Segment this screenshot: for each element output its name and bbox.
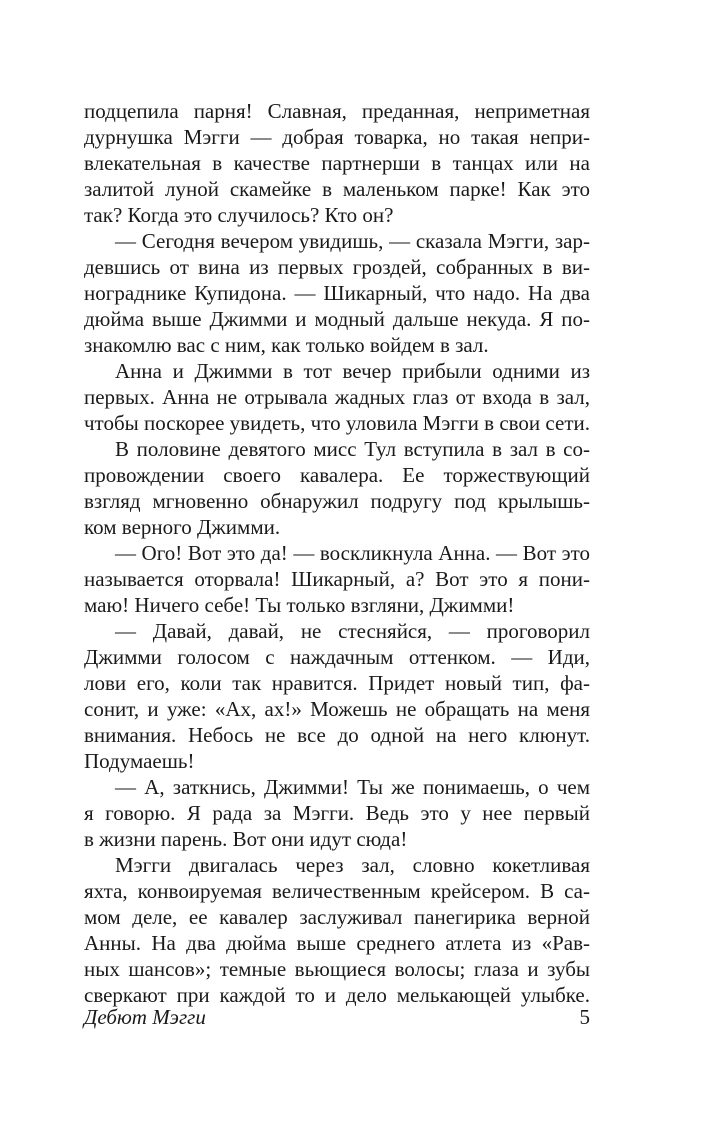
text-line: нограднике Купидона. — Шикарный, что надо. На два xyxy=(84,281,590,305)
text-line: подцепила парня! Славная, преданная, неприметная xyxy=(84,99,590,123)
text-line: ных шансов»; темные вьющиеся волосы; глаза и зубы xyxy=(84,957,590,981)
text-line: ком верного Джимми. xyxy=(84,515,281,539)
text-line: девшись от вина из первых гроздей, собранных в ви- xyxy=(84,255,590,279)
page-number: 5 xyxy=(579,1005,590,1029)
text-line: я говорю. Я рада за Мэгги. Ведь это у нее первый xyxy=(84,801,590,825)
text-line: провождении своего кавалера. Ее торжествующий xyxy=(84,463,590,487)
text-line: В половине девятого мисс Тул вступила в зал в со- xyxy=(115,437,590,461)
text-line: так? Когда это случилось? Кто он? xyxy=(84,203,394,227)
text-line: чтобы поскорее увидеть, что уловила Мэгги в свои сети. xyxy=(84,411,590,435)
text-line: яхта, конвоируемая величественным крейсером. В са- xyxy=(84,879,590,903)
text-line: мом деле, ее кавалер заслуживал панегирика верной xyxy=(84,905,590,929)
text-line: — А, заткнись, Джимми! Ты же понимаешь, о чем xyxy=(115,775,590,799)
text-line: залитой луной скамейке в маленьком парке! Как это xyxy=(84,177,590,201)
text-line: сверкают при каждой то и дело мелькающей улыбке. xyxy=(84,983,590,1007)
body-text xyxy=(84,98,590,1008)
text-line: взгляд мгновенно обнаружил подругу под крылышь- xyxy=(84,489,590,513)
text-line: знакомлю вас с ним, как только войдем в зал. xyxy=(84,333,489,357)
text-line: Анна и Джимми в тот вечер прибыли одними из xyxy=(115,359,590,383)
text-line: первых. Анна не отрывала жадных глаз от входа в зал, xyxy=(84,385,590,409)
text-line: Подумаешь! xyxy=(84,749,195,773)
text-line: дюйма выше Джимми и модный дальше некуда. Я по- xyxy=(84,307,590,331)
text-line: — Ого! Вот это да! — воскликнула Анна. — Вот это xyxy=(115,541,590,565)
text-line: Джимми голосом с наждачным оттенком. — Иди, xyxy=(84,645,590,669)
text-line: называется оторвала! Шикарный, а? Вот это я пони- xyxy=(84,567,590,591)
text-line: лови его, коли так нравится. Придет новый тип, фа- xyxy=(84,671,590,695)
text-line: — Давай, давай, не стесняйся, — проговорил xyxy=(115,619,590,643)
text-line: — Сегодня вечером увидишь, — сказала Мэгги, зар- xyxy=(115,229,590,253)
text-line: дурнушка Мэгги — добрая товарка, но такая непри- xyxy=(84,125,590,149)
text-line: сонит, и уже: «Ах, ах!» Можешь не обращать на меня xyxy=(84,697,590,721)
text-line: маю! Ничего себе! Ты только взгляни, Джимми! xyxy=(84,593,515,617)
text-line: Анны. На два дюйма выше среднего атлета из «Рав- xyxy=(84,931,590,955)
text-line: влекательная в качестве партнерши в танцах или на xyxy=(84,151,590,175)
text-line: внимания. Небось не все до одной на него клюнут. xyxy=(84,723,590,747)
text-line: Мэгги двигалась через зал, словно кокетливая xyxy=(115,853,590,877)
text-line: в жизни парень. Вот они идут сюда! xyxy=(84,827,408,851)
running-title: Дебют Мэгги xyxy=(84,1005,206,1029)
